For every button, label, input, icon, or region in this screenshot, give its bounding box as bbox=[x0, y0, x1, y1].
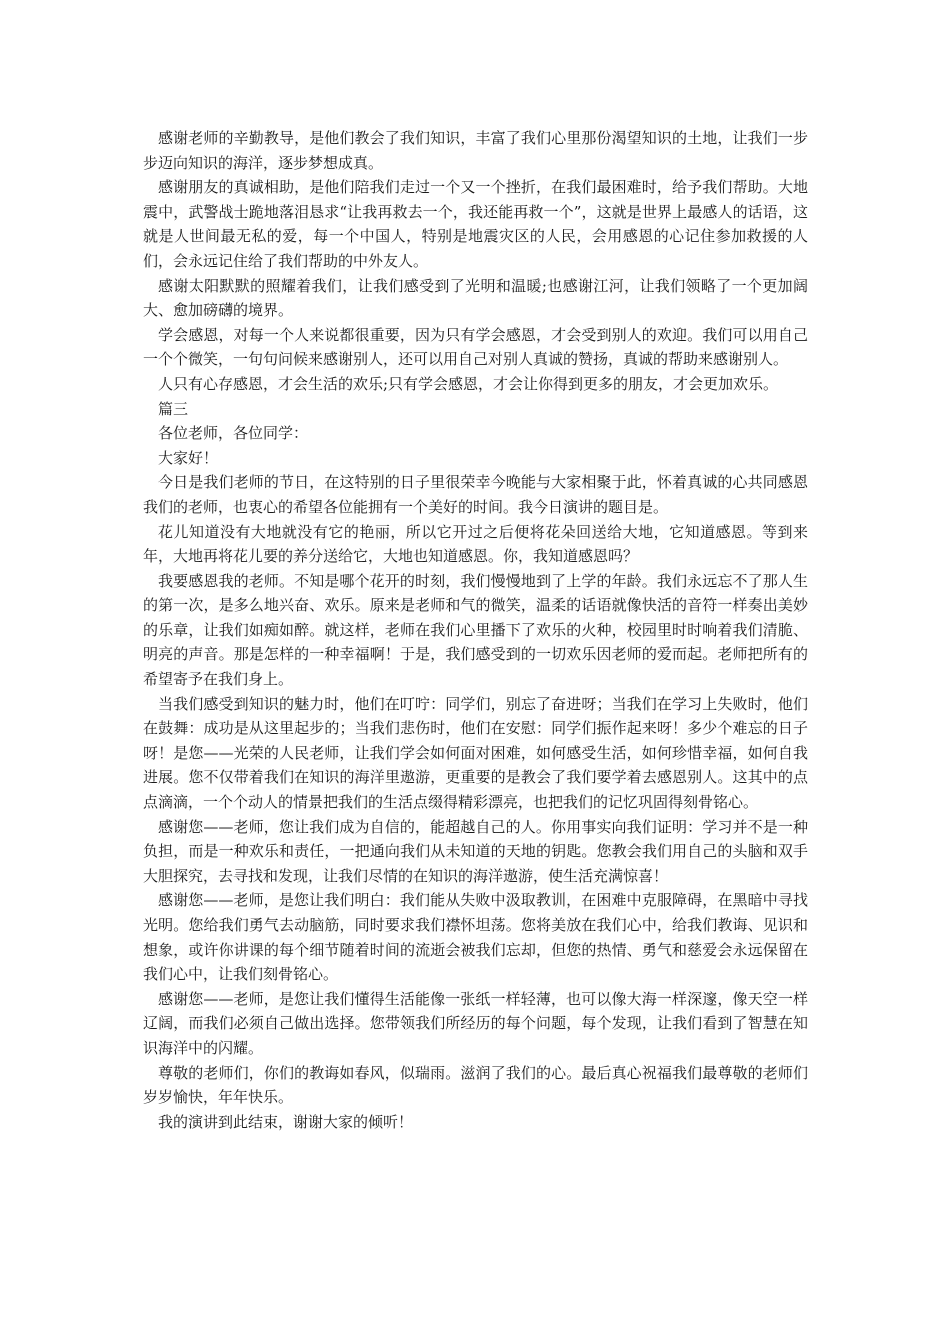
paragraph-opening: 今日是我们老师的节日，在这特别的日子里很荣幸今晚能与大家相聚于此，怀着真诚的心共同感恩我们的老师，也衷心的希望各位能拥有一个美好的时间。我今日演讲的题目是。 bbox=[143, 473, 808, 516]
paragraph-grateful-heart: 人只有心存感恩，才会生活的欢乐;只有学会感恩，才会让你得到更多的朋友，才会更加欢乐。 bbox=[158, 374, 779, 393]
paragraph-charm-of-knowledge: 当我们感受到知识的魅力时，他们在叮咛：同学们，别忘了奋进呀；当我们在学习上失败时，他们在鼓舞：成功是从这里起步的；当我们悲伤时，他们在安慰：同学们振作起来呀！多少个难忘的日子呀！是您——光荣的人民老师，让我们学会如何面对困难，如何感受生活，如何珍惜幸福，如何自我进展。您不仅带着我们在知识的海洋里遨游，更重要的是教会了我们要学着去感恩别人。这其中的点点滴滴，一个个动人的情景把我们的生活点缀得精彩漂亮，也把我们的记忆巩固得刻骨铭心。 bbox=[143, 694, 808, 812]
paragraph-closing: 我的演讲到此结束，谢谢大家的倾听！ bbox=[158, 1112, 414, 1131]
paragraph-flowers: 花儿知道没有大地就没有它的艳丽，所以它开过之后便将花朵回送给大地，它知道感恩。等到来年，大地再将花儿要的养分送给它，大地也知道感恩。你，我知道感恩吗？ bbox=[143, 522, 808, 566]
paragraph-thank-you-confidence: 感谢您——老师，您让我们成为自信的，能超越自己的人。你用事实向我们证明：学习并不是一种负担，而是一种欢乐和责任，一把通向我们从未知道的天地的钥匙。您教会我们用自己的头脑和双手大胆探究，去寻找和发现，让我们尽情的在知识的海洋遨游，使生活充满惊喜！ bbox=[143, 817, 808, 885]
greeting: 大家好！ bbox=[158, 448, 219, 467]
paragraph-thanks-sun: 感谢太阳默默的照耀着我们，让我们感受到了光明和温暖;也感谢江河，让我们领略了一个更加阔大、愈加磅礴的境界。 bbox=[143, 276, 808, 320]
salutation: 各位老师，各位同学： bbox=[158, 424, 309, 443]
paragraph-thanks-friends: 感谢朋友的真诚相助，是他们陪我们走过一个又一个挫折，在我们最困难时，给予我们帮助。大地震中，武警战士跪地落泪恳求“让我再救去一个，我还能再救一个”，这就是世界上最感人的话语，这就是人世间最无私的爱，每一个中国人，特别是地震灾区的人民，会用感恩的心记住参加救援的人们，会永远记住给了我们帮助的中外友人。 bbox=[143, 178, 808, 270]
paragraph-thank-you-courage: 感谢您——老师，是您让我们明白：我们能从失败中汲取教训，在困难中克服障碍，在黑暗中寻找光明。您给我们勇气去动脑筋，同时要求我们襟怀坦荡。您将美放在我们心中，给我们教诲、见识和想象，或许你讲课的每个细节随着时间的流逝会被我们忘却，但您的热情、勇气和慈爱会永远保留在我们心中，让我们刻骨铭心。 bbox=[143, 891, 808, 984]
paragraph-blessing: 尊敬的老师们，你们的教诲如春风，似瑞雨。滋润了我们的心。最后真心祝福我们最尊敬的老师们岁岁愉快，年年快乐。 bbox=[143, 1063, 808, 1107]
document-body bbox=[143, 126, 808, 1134]
paragraph-thank-you-life: 感谢您——老师，是您让我们懂得生活能像一张纸一样轻薄，也可以像大海一样深邃，像天空一样辽阔，而我们必须自己做出选择。您带领我们所经历的每个问题，每个发现，让我们看到了智慧在知识海洋中的闪耀。 bbox=[143, 989, 808, 1057]
paragraph-thanks-teachers: 感谢老师的辛勤教导，是他们教会了我们知识，丰富了我们心里那份渴望知识的土地，让我们一步步迈向知识的海洋，逐步梦想成真。 bbox=[143, 129, 808, 172]
paragraph-learn-gratitude: 学会感恩，对每一个人来说都很重要，因为只有学会感恩，才会受到别人的欢迎。我们可以用自己一个个微笑，一句句问候来感谢别人，还可以用自己对别人真诚的赞扬，真诚的帮助来感谢别人。 bbox=[143, 325, 808, 369]
paragraph-thank-my-teacher: 我要感恩我的老师。不知是哪个花开的时刻，我们慢慢地到了上学的年龄。我们永远忘不了那人生的第一次，是多么地兴奋、欢乐。原来是老师和气的微笑，温柔的话语就像快活的音符一样奏出美妙的乐章，让我们如痴如醉。就这样，老师在我们心里播下了欢乐的火种，校园里时时响着我们清脆、明亮的声音。那是怎样的一种幸福啊！于是，我们感受到的一切欢乐因老师的爱而起。老师把所有的希望寄予在我们身上。 bbox=[143, 571, 808, 689]
section-heading: 篇三 bbox=[158, 399, 189, 418]
